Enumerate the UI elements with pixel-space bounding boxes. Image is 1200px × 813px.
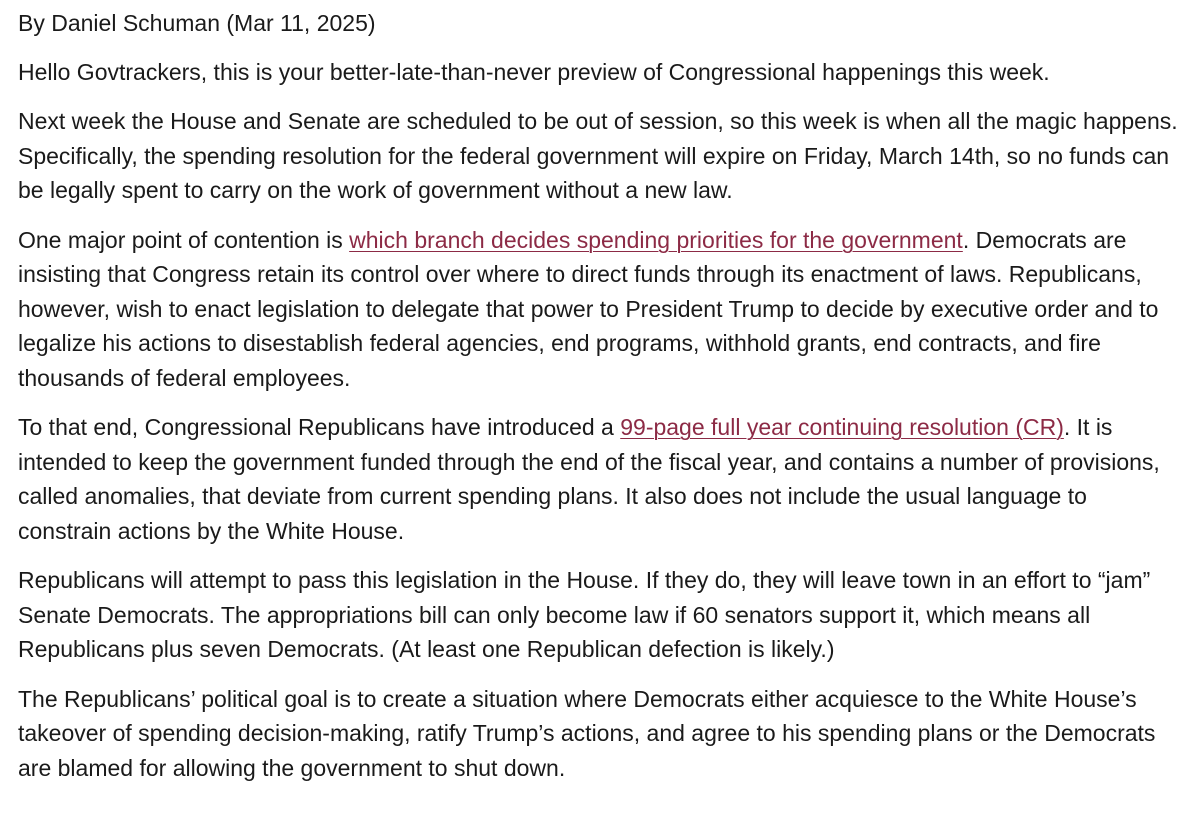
paragraph-political-goal: The Republicans’ political goal is to create a situation where Democrats either acquiesce to the White House’s takeover of spending decision-making, ratify Trump’s actions, and agree to his spending plans or the Democrats are blamed for allowing the government to shut down. bbox=[18, 685, 1156, 781]
link-spending-priorities[interactable]: which branch decides spending priorities for the government bbox=[349, 226, 963, 253]
paragraph-text: . It is intended to keep the government funded through the end of the fiscal year, and contains a number of provisions, called anomalies, that deviate from current spending plans. It also does not include the usual language to constrain actions by the White House. bbox=[18, 414, 1160, 544]
paragraph-text: . Democrats are insisting that Congress retain its control over where to direct funds through its enactment of laws. Republicans, however, wish to enact legislation to delegate that power to President Trump to decide by executive order and to legalize his actions to disestablish federal agencies, end programs, withhold grants, end contracts, and fire thousands of federal employees. bbox=[18, 226, 1159, 391]
paragraph-senate-vote: Republicans will attempt to pass this legislation in the House. If they do, they will leave town in an effort to “jam” Senate Democrats. The appropriations bill can only become law if 60 senators support it, which means all Republicans plus seven Democrats. (At least one Republican defection is likely.) bbox=[18, 567, 1151, 662]
paragraph-text: One major point of contention is bbox=[18, 226, 350, 253]
paragraph-intro: Hello Govtrackers, this is your better-late-than-never preview of Congressional happenings this week. bbox=[18, 58, 1050, 85]
paragraph-schedule: Next week the House and Senate are scheduled to be out of session, so this week is when all the magic happens. Specifically, the spending resolution for the federal government will expire on Friday, March 14th, so no funds can be legally spent to carry on the work of government without a new law. bbox=[18, 108, 1178, 203]
paragraph-text: To that end, Congressional Republicans have introduced a bbox=[18, 414, 621, 440]
paragraph-continuing-resolution bbox=[18, 410, 1182, 548]
byline: By Daniel Schuman (Mar 11, 2025) bbox=[18, 10, 376, 36]
link-continuing-resolution[interactable]: 99-page full year continuing resolution (CR) bbox=[620, 414, 1064, 440]
paragraph-contention bbox=[18, 223, 1182, 396]
